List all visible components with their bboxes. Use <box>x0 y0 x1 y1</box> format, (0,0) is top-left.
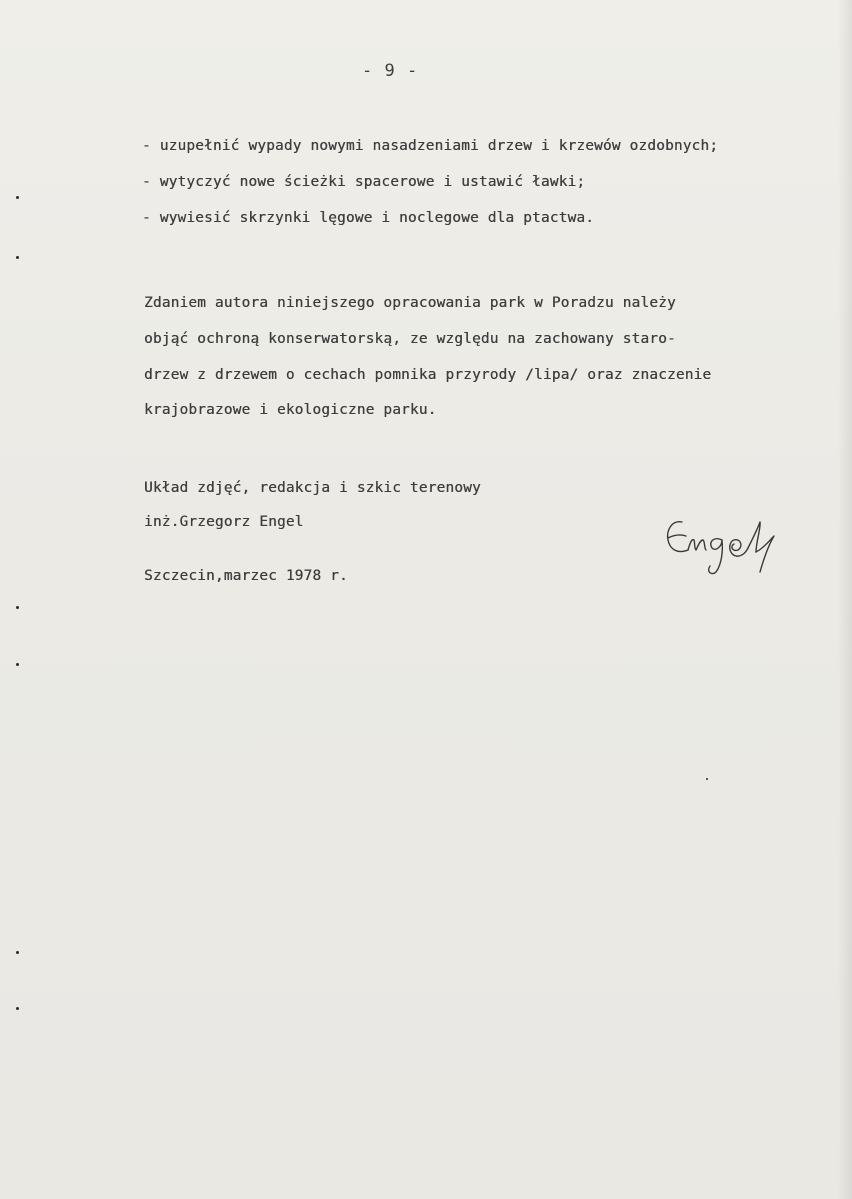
margin-mark <box>16 196 19 199</box>
list-item: - wywiesić skrzynki lęgowe i noclegowe dla ptactwa. <box>142 210 595 226</box>
paper-speck <box>706 778 708 780</box>
place-date: Szczecin,marzec 1978 r. <box>144 568 348 584</box>
credits-line: Układ zdjęć, redakcja i szkic terenowy <box>144 480 481 496</box>
margin-mark <box>16 951 19 954</box>
margin-mark <box>16 1007 19 1010</box>
handwritten-signature <box>660 510 790 585</box>
paragraph-line: krajobrazowe i ekologiczne parku. <box>144 402 437 418</box>
list-item: - wytyczyć nowe ścieżki spacerowe i ustawić ławki; <box>142 174 586 190</box>
margin-mark <box>16 256 19 259</box>
paragraph-line: drzew z drzewem o cechach pomnika przyrody /lipa/ oraz znaczenie <box>144 367 712 383</box>
margin-mark <box>16 663 19 666</box>
author-line: inż.Grzegorz Engel <box>144 514 304 530</box>
list-item: - uzupełnić wypady nowymi nasadzeniami drzew i krzewów ozdobnych; <box>142 138 719 154</box>
page-edge-shadow <box>838 0 852 1199</box>
paragraph-line: Zdaniem autora niniejszego opracowania park w Poradzu należy <box>144 295 676 311</box>
margin-mark <box>16 606 19 609</box>
page-number: - 9 - <box>362 61 419 81</box>
paragraph-line: objąć ochroną konserwatorską, ze względu na zachowany staro- <box>144 331 676 347</box>
